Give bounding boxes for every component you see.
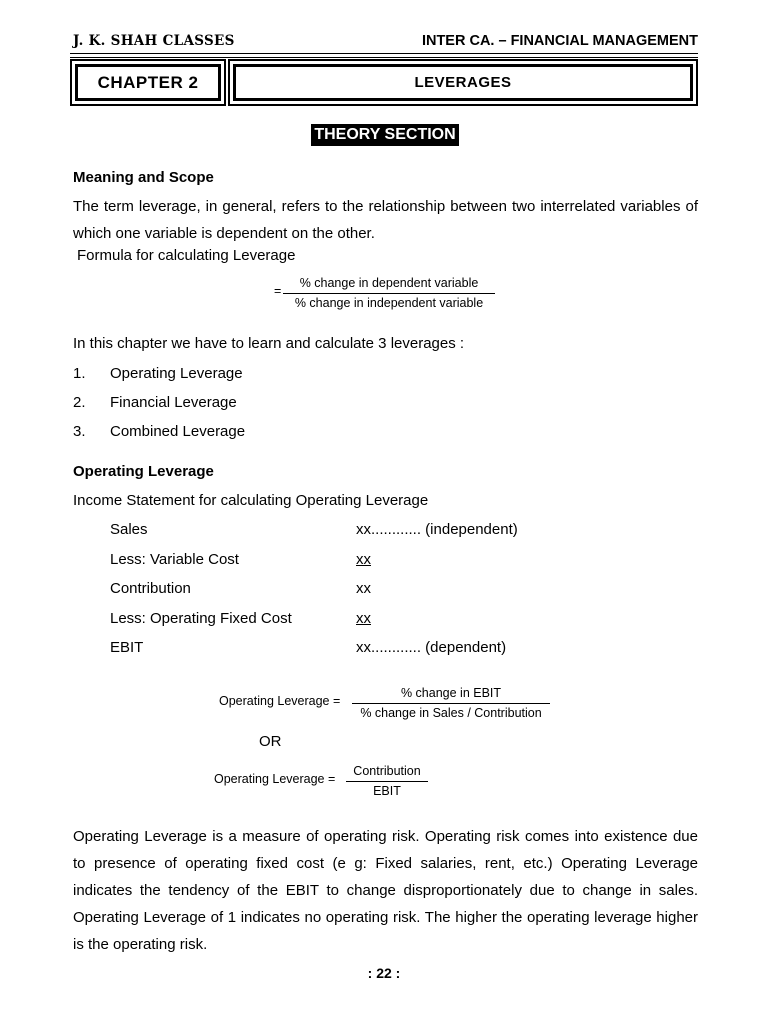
statement-row-label: Less: Variable Cost: [110, 551, 239, 568]
statement-row-label: Less: Operating Fixed Cost: [110, 610, 292, 627]
header-institute: J. K. SHAH CLASSES: [73, 33, 235, 49]
statement-row-value: xx............ (dependent): [356, 639, 507, 656]
formula2-denominator: EBIT: [373, 784, 401, 798]
statement-title: Income Statement for calculating Operating Leverage: [73, 492, 429, 509]
meaning-heading: Meaning and Scope: [73, 169, 214, 186]
fraction-bar: [352, 703, 550, 704]
list-item-number: 3.: [73, 423, 86, 440]
statement-row-value: xx: [356, 580, 371, 597]
title-box: [228, 59, 698, 106]
formula-equals: =: [274, 284, 282, 298]
chapter-box: [70, 59, 226, 106]
formula2-lhs: Operating Leverage =: [214, 772, 336, 786]
list-item-number: 1.: [73, 365, 86, 382]
header-rule-bottom: [70, 57, 698, 58]
statement-row-label: Contribution: [110, 580, 191, 597]
section-label: THEORY SECTION: [311, 124, 459, 146]
header-rule-top: [70, 53, 698, 54]
header-subject: INTER CA. – FINANCIAL MANAGEMENT: [421, 33, 698, 49]
leverage-formula-numerator: % change in dependent variable: [299, 276, 479, 290]
or-separator: OR: [259, 733, 282, 750]
list-item-number: 2.: [73, 394, 86, 411]
formula1-denominator: % change in Sales / Contribution: [360, 706, 542, 720]
fraction-bar: [283, 293, 495, 294]
leverages-intro: In this chapter we have to learn and calculate 3 leverages :: [73, 335, 465, 352]
operating-leverage-formula-2: [346, 763, 428, 800]
operating-leverage-formula-1: [352, 685, 550, 722]
chapter-title: LEVERAGES: [414, 74, 512, 91]
statement-row-label: Sales: [110, 521, 148, 538]
chapter-label: CHAPTER 2: [97, 72, 199, 92]
statement-row-label: EBIT: [110, 639, 144, 656]
meaning-paragraph: The term leverage, in general, refers to the relationship between two interrelated variables of which one variable is dependent on the other.: [73, 198, 698, 242]
list-item-operating-leverage: Operating Leverage: [110, 365, 243, 382]
formula1-numerator: % change in EBIT: [400, 686, 502, 700]
operating-risk-paragraph: Operating Leverage is a measure of operating risk. Operating risk comes into existence due to presence of operating fixed cost (e g: Fixed salaries, rent, etc.) Operating Leverage indicates the tendency of the EBIT to change disproportionately due to change in sales. Operating Leverage of 1 indicates no operating risk. The higher the operating leverage higher is the operating risk.: [73, 828, 698, 953]
formula-intro: Formula for calculating Leverage: [77, 247, 296, 264]
formula2-numerator: Contribution: [353, 764, 421, 778]
page-number: : 22 :: [367, 965, 401, 981]
list-item-financial-leverage: Financial Leverage: [110, 394, 237, 411]
statement-row-value: xx: [356, 610, 371, 627]
fraction-bar: [346, 781, 428, 782]
list-item-combined-leverage: Combined Leverage: [110, 423, 246, 440]
statement-row-value: xx: [356, 551, 371, 568]
leverage-formula: [283, 275, 495, 312]
statement-row-value: xx............ (independent): [356, 521, 518, 538]
operating-heading: Operating Leverage: [73, 463, 214, 480]
leverage-formula-denominator: % change in independent variable: [294, 296, 484, 310]
formula1-lhs: Operating Leverage =: [219, 694, 341, 708]
